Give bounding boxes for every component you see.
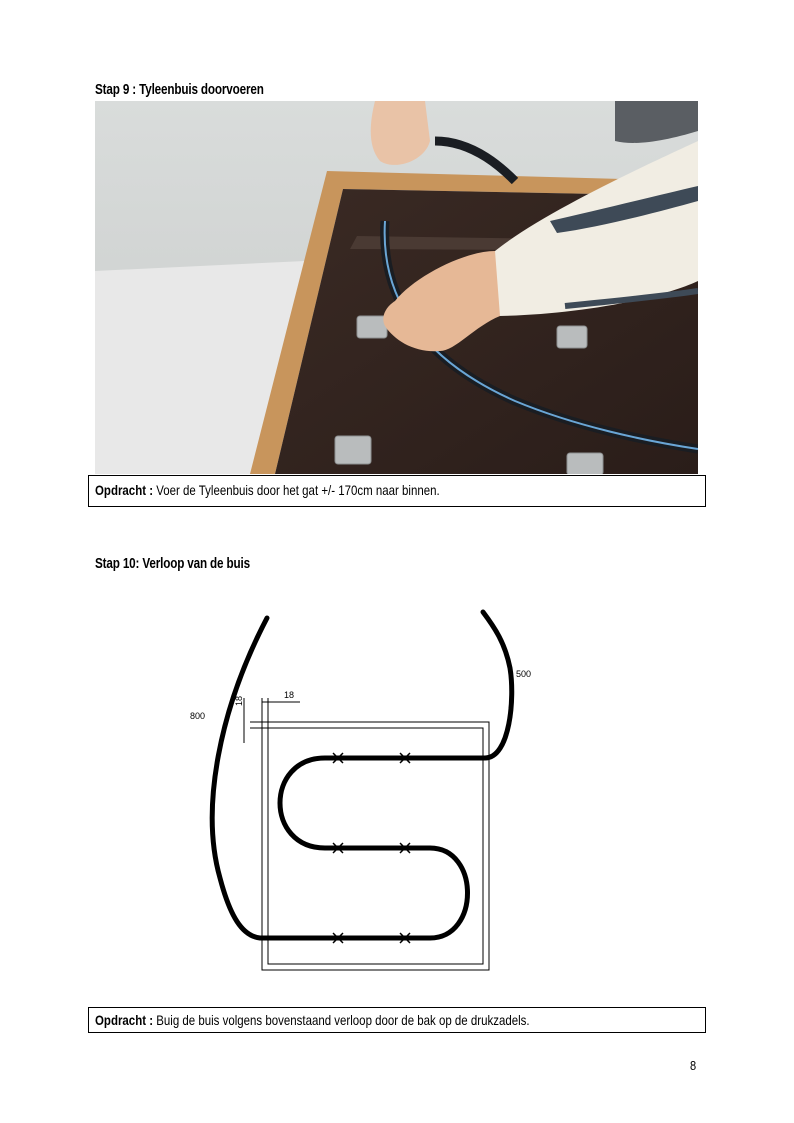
- assignment-text: Voer de Tyleenbuis door het gat +/- 170cm naar binnen.: [153, 482, 440, 498]
- page-number: 8: [690, 1058, 697, 1073]
- tube-routing-diagram: [180, 598, 546, 990]
- dim-left-label: 800: [190, 711, 206, 721]
- dim-right-label: 500: [516, 669, 532, 679]
- assignment-label: Opdracht :: [95, 1012, 154, 1028]
- assignment-text: Buig de buis volgens bovenstaand verloop door de bak op de drukzadels.: [153, 1012, 530, 1028]
- assignment-step-10: [88, 1007, 706, 1033]
- assignment-label: Opdracht :: [95, 482, 154, 498]
- dim-top-vertical-label: 18: [234, 695, 244, 706]
- step-10-heading: Stap 10: Verloop van de buis: [95, 555, 250, 572]
- assignment-step-9: [88, 475, 706, 507]
- step-9-heading: Stap 9 : Tyleenbuis doorvoeren: [95, 81, 264, 98]
- tube-photo: [95, 101, 698, 474]
- dim-top-horizontal-label: 18: [284, 690, 295, 700]
